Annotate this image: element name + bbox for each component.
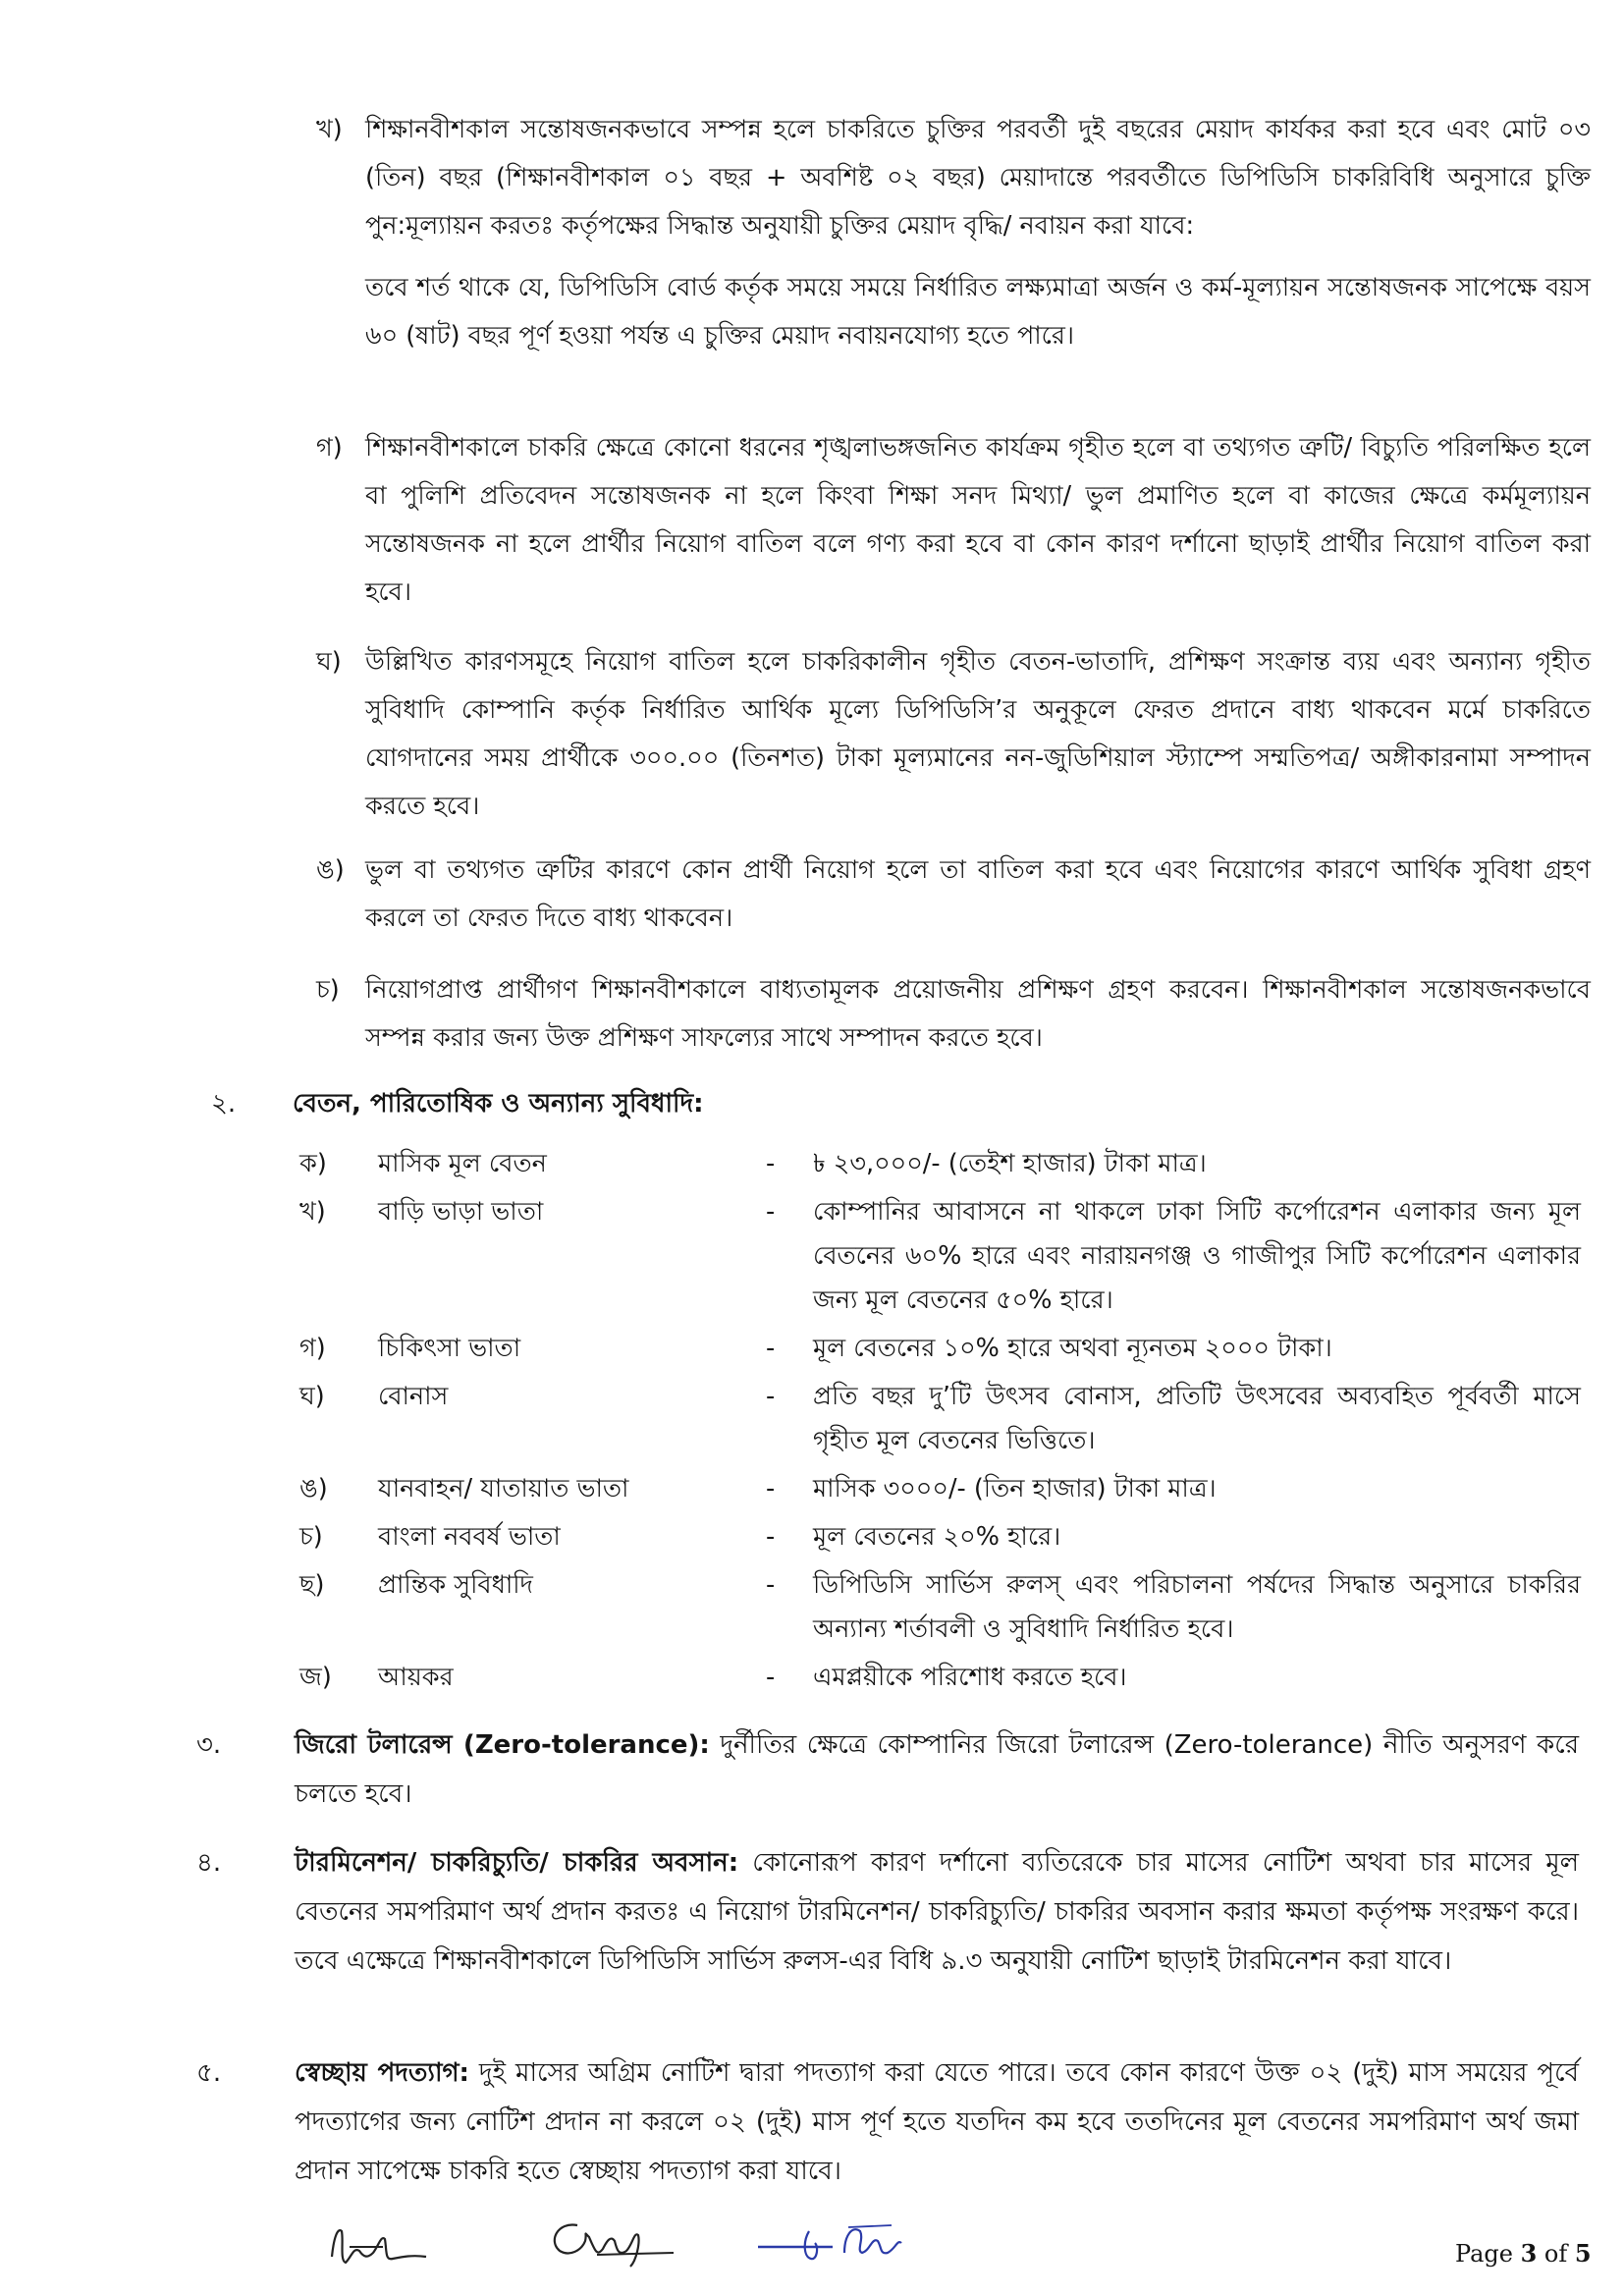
benefit-item: বাংলা নববর্ষ ভাতা	[378, 1522, 561, 1552]
benefit-dash: -	[766, 1382, 776, 1411]
page-prefix: Page	[1455, 2240, 1521, 2268]
benefit-item: বোনাস	[378, 1382, 449, 1411]
benefit-value: কোম্পানির আবাসনে না থাকলে ঢাকা সিটি কর্পোরেশন এলাকার জন্য মূল বেতনের ৬০% হারে এবং নারায়নগঞ্জ ও গাজীপুর সিটি কর্পোরেশন এলাকার জন্য মূল বেতনের ৫০% হারে।	[813, 1197, 1581, 1315]
benefit-item: যানবাহন/ যাতায়াত ভাতা	[378, 1474, 629, 1503]
benefit-row	[299, 1327, 1605, 1375]
clause-text: উল্লিখিত কারণসমূহে নিয়োগ বাতিল হলে চাকরিকালীন গৃহীত বেতন-ভাতাদি, প্রশিক্ষণ সংক্রান্ত ব্যয় এবং অন্যান্য গৃহীত সুবিধাদি কোম্পানি কর্তৃক নির্ধারিত আর্থিক মূল্যে ডিপিডিসি’র অনুকূলে ফেরত প্রদানে বাধ্য থাকবেন মর্মে চাকরিতে যোগদানের সময় প্রার্থীকে ৩০০.০০ (তিনশত) টাকা মূল্যমানের নন-জুডিশিয়াল স্ট্যাম্পে সম্মতিপত্র/ অঙ্গীকারনামা সম্পাদন করতে হবে।	[365, 647, 1591, 821]
section-text: কোনোরূপ কারণ দর্শানো ব্যতিরেকে চার মাসের নোটিশ অথবা চার মাসের মূল বেতনের সমপরিমাণ অর্থ প্রদান করতঃ এ নিয়োগ টারমিনেশন/ চাকরিচ্যুতি/ চাকরির অবসান করার ক্ষমতা কর্তৃপক্ষ সংরক্ষণ করে। তবে এক্ষেত্রে শিক্ষানবীশকালে ডিপিডিসি সার্ভিস রুলস-এর বিধি ৯.৩ অনুযায়ী নোটিশ ছাড়াই টারমিনেশন করা যাবে।	[295, 1848, 1580, 1976]
benefits-heading: বেতন, পারিতোষিক ও অন্যান্য সুবিধাদি:	[293, 1089, 704, 1119]
benefit-row	[299, 1656, 1605, 1704]
page-mid: of	[1537, 2240, 1575, 2268]
section-title: স্বেচ্ছায় পদত্যাগ:	[295, 2058, 469, 2088]
benefit-dash: -	[766, 1522, 776, 1552]
benefit-label: ঙ)	[299, 1474, 328, 1503]
benefit-value: প্রতি বছর দু’টি উৎসব বোনাস, প্রতিটি উৎসবের অব্যবহিত পূর্ববর্তী মাসে গৃহীত মূল বেতনের ভিত্তিতে।	[813, 1382, 1581, 1455]
section-body	[295, 1838, 1579, 1986]
section-body	[295, 1721, 1579, 1819]
clause-umo	[316, 847, 1591, 943]
benefit-label: খ)	[299, 1197, 326, 1227]
benefit-dash: -	[766, 1570, 776, 1600]
benefit-row	[299, 1190, 1605, 1327]
benefit-dash: -	[766, 1149, 776, 1178]
benefit-value: ৳ ২৩,০০০/- (তেইশ হাজার) টাকা মাত্র।	[813, 1149, 1207, 1178]
benefit-label: ছ)	[299, 1570, 325, 1600]
section-body	[295, 2049, 1579, 2196]
clause-text: নিয়োগপ্রাপ্ত প্রার্থীগণ শিক্ষানবীশকালে বাধ্যতামূলক প্রয়োজনীয় প্রশিক্ষণ গ্রহণ করবেন। শিক্ষানবীশকাল সন্তোষজনকভাবে সম্পন্ন করার জন্য উক্ত প্রশিক্ষণ সাফল্যের সাথে সম্পাদন করতে হবে।	[365, 975, 1591, 1053]
benefit-value: মাসিক ৩০০০/- (তিন হাজার) টাকা মাত্র।	[813, 1474, 1217, 1503]
benefit-dash: -	[766, 1334, 776, 1363]
page-current: 3	[1520, 2239, 1538, 2268]
clause-label: ঘ)	[316, 647, 342, 677]
clause-label: চ)	[316, 975, 340, 1005]
clause-kha	[316, 106, 1591, 360]
page-number	[1455, 2239, 1592, 2268]
benefit-value: মূল বেতনের ১০% হারে অথবা ন্যূনতম ২০০০ টাকা।	[813, 1334, 1332, 1363]
benefit-dash: -	[766, 1663, 776, 1692]
benefit-label: গ)	[299, 1334, 326, 1363]
clause-label: গ)	[316, 433, 343, 463]
benefit-item: বাড়ি ভাড়া ভাতা	[378, 1197, 544, 1227]
benefit-row	[299, 1142, 1605, 1190]
section-number: ৫.	[196, 2058, 222, 2088]
section-title: জিরো টলারেন্স (Zero-tolerance):	[295, 1730, 710, 1760]
clause-label: খ)	[316, 115, 343, 144]
benefit-value: মূল বেতনের ২০% হারে।	[813, 1522, 1061, 1552]
benefit-label: চ)	[299, 1522, 323, 1552]
section-title: টারমিনেশন/ চাকরিচ্যুতি/ চাকরির অবসান:	[295, 1848, 739, 1878]
section-number: ৩.	[196, 1730, 222, 1760]
signature-3	[754, 2217, 911, 2272]
benefit-item: চিকিৎসা ভাতা	[378, 1334, 521, 1363]
clause-cha	[316, 966, 1591, 1063]
benefit-value: এমপ্লয়ীকে পরিশোধ করতে হবে।	[813, 1663, 1127, 1692]
benefit-label: জ)	[299, 1663, 332, 1692]
section-number: ২.	[211, 1089, 237, 1119]
benefit-item: প্রান্তিক সুবিধাদি	[378, 1570, 533, 1600]
clause-label: ঙ)	[316, 855, 345, 885]
benefit-row	[299, 1467, 1605, 1515]
clause-ga	[316, 424, 1591, 617]
benefit-row	[299, 1375, 1605, 1467]
signature-2	[538, 2212, 676, 2270]
benefit-value: ডিপিডিসি সার্ভিস রুলস্ এবং পরিচালনা পর্ষদের সিদ্ধান্ত অনুসারে চাকরির অন্যান্য শর্তাবলী ও সুবিধাদি নির্ধারিত হবে।	[813, 1570, 1581, 1644]
benefit-row	[299, 1515, 1605, 1563]
section-text: দুই মাসের অগ্রিম নোটিশ দ্বারা পদত্যাগ করা যেতে পারে। তবে কোন কারণে উক্ত ০২ (দুই) মাস সময়ের পূর্বে পদত্যাগের জন্য নোটিশ প্রদান না করলে ০২ (দুই) মাস পূর্ণ হতে যতদিন কম হবে ততদিনের মূল বেতনের সমপরিমাণ অর্থ জমা প্রদান সাপেক্ষে চাকরি হতে স্বেচ্ছায় পদত্যাগ করা যাবে।	[295, 2058, 1579, 2186]
benefit-row	[299, 1563, 1605, 1656]
section-number: ৪.	[196, 1848, 222, 1878]
benefits-table	[299, 1142, 1605, 1704]
benefit-item: মাসিক মূল বেতন	[378, 1149, 547, 1178]
clause-text: ভুল বা তথ্যগত ত্রুটির কারণে কোন প্রার্থী নিয়োগ হলে তা বাতিল করা হবে এবং নিয়োগের কারণে আর্থিক সুবিধা গ্রহণ করলে তা ফেরত দিতে বাধ্য থাকবেন।	[365, 855, 1591, 933]
clause-gha	[316, 638, 1591, 831]
benefit-dash: -	[766, 1474, 776, 1503]
section-text: দুর্নীতির ক্ষেত্রে কোম্পানির জিরো টলারেন্স (Zero-tolerance) নীতি অনুসরণ করে চলতে হবে।	[295, 1730, 1579, 1809]
benefit-label: ক)	[299, 1149, 327, 1178]
clause-text: শিক্ষানবীশকালে চাকরি ক্ষেত্রে কোনো ধরনের শৃঙ্খলাভঙ্গজনিত কার্যক্রম গৃহীত হলে বা তথ্যগত ত্রুটি/ বিচ্যুতি পরিলক্ষিত হলে বা পুলিশি প্রতিবেদন সন্তোষজনক না হলে কিংবা শিক্ষা সনদ মিথ্যা/ ভুল প্রমাণিত হলে বা কাজের ক্ষেত্রে কর্মমূল্যায়ন সন্তোষজনক না হলে প্রার্থীর নিয়োগ বাতিল বলে গণ্য করা হবে বা কোন কারণ দর্শানো ছাড়াই প্রার্থীর নিয়োগ বাতিল করা হবে।	[365, 433, 1591, 607]
benefit-dash: -	[766, 1197, 776, 1227]
benefit-item: আয়কর	[378, 1663, 454, 1692]
page-total: 5	[1574, 2239, 1592, 2268]
clause-text: শিক্ষানবীশকাল সন্তোষজনকভাবে সম্পন্ন হলে চাকরিতে চুক্তির পরবর্তী দুই বছরের মেয়াদ কার্যকর করা হবে এবং মোট ০৩ (তিন) বছর (শিক্ষানবীশকাল ০১ বছর + অবশিষ্ট ০২ বছর) মেয়াদান্তে পরবর্তীতে ডিপিডিসি চাকরিবিধি অনুসারে চুক্তি পুন:মূল্যায়ন করতঃ কর্তৃপক্ষের সিদ্ধান্ত অনুযায়ী চুক্তির মেয়াদ বৃদ্ধি/ নবায়ন করা যাবে:	[365, 115, 1591, 241]
signature-1	[324, 2217, 432, 2276]
benefit-label: ঘ)	[299, 1382, 325, 1411]
clause-proviso: তবে শর্ত থাকে যে, ডিপিডিসি বোর্ড কর্তৃক সময়ে সময়ে নির্ধারিত লক্ষ্যমাত্রা অর্জন ও কর্ম-মূল্যায়ন সন্তোষজনক সাপেক্ষে বয়স ৬০ (ষাট) বছর পূর্ণ হওয়া পর্যন্ত এ চুক্তির মেয়াদ নবায়নযোগ্য হতে পারে।	[365, 273, 1591, 351]
